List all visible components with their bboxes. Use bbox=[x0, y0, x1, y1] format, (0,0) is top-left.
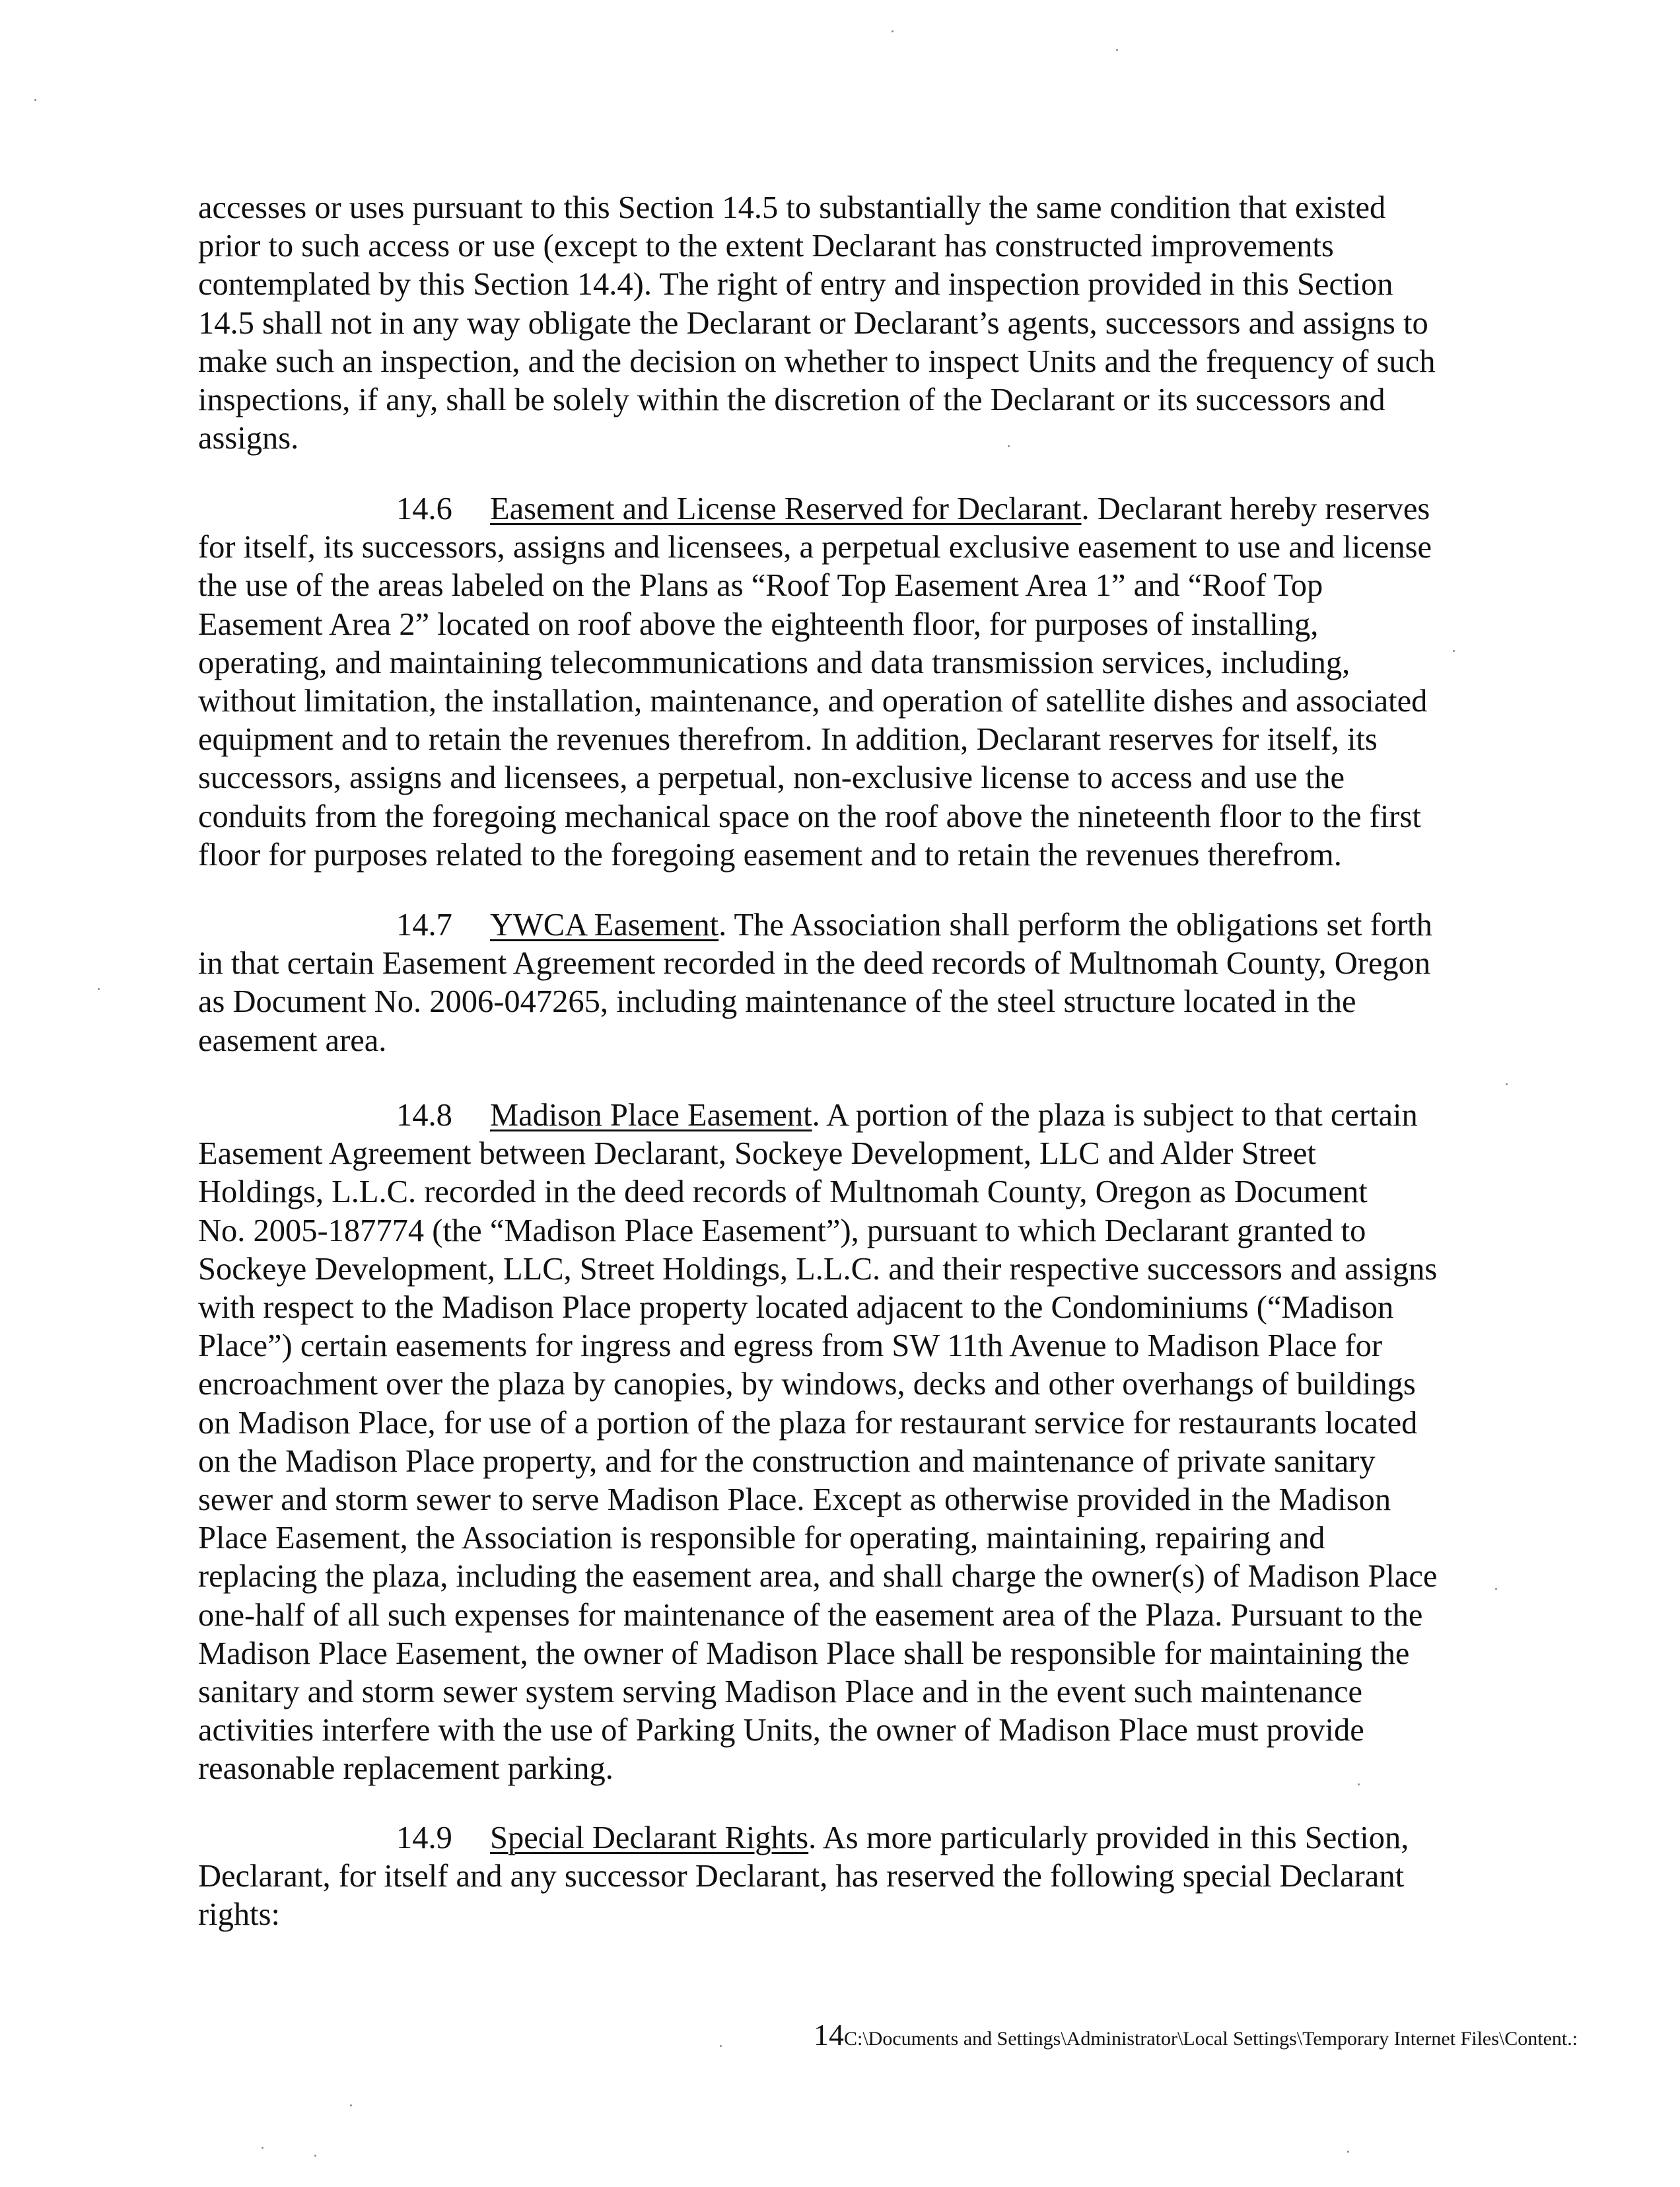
text-line: Easement Area 2” located on roof above the eighteenth floor, for purposes of installing, bbox=[198, 606, 1319, 642]
text-line: replacing the plaza, including the easement area, and shall charge the owner(s) of Madison Place bbox=[198, 1559, 1438, 1595]
text-line: conduits from the foregoing mechanical space on the roof above the nineteenth floor to the first bbox=[198, 799, 1421, 834]
page-footer bbox=[814, 2017, 1578, 2052]
scan-speck bbox=[1008, 445, 1010, 447]
text-line: on Madison Place, for use of a portion of the plaza for restaurant service for restaurants located bbox=[198, 1405, 1418, 1441]
text-line: without limitation, the installation, maintenance, and operation of satellite dishes and associated bbox=[198, 684, 1428, 719]
section-first-line-text: . Declarant hereby reserves bbox=[1081, 491, 1430, 526]
text-line: sewer and storm sewer to serve Madison Place. Except as otherwise provided in the Madison bbox=[198, 1482, 1391, 1518]
text-line: sanitary and storm sewer system serving Madison Place and in the event such maintenance bbox=[198, 1674, 1363, 1710]
text-line: for itself, its successors, assigns and licensees, a perpetual exclusive easement to use and license bbox=[198, 530, 1432, 565]
text-line: Place”) certain easements for ingress and egress from SW 11th Avenue to Madison Place for bbox=[198, 1328, 1383, 1364]
scan-speck bbox=[1347, 2151, 1349, 2153]
text-line: one-half of all such expenses for maintenance of the easement area of the Plaza. Pursuant to the bbox=[198, 1597, 1423, 1633]
file-path: C:\Documents and Settings\Administrator\Local Settings\Temporary Internet Files\Content.: bbox=[844, 2028, 1578, 2050]
section-14-7 bbox=[198, 906, 1479, 1060]
text-line: No. 2005-187774 (the “Madison Place Easement”), pursuant to which Declarant granted to bbox=[198, 1213, 1366, 1248]
scan-speck bbox=[1453, 650, 1455, 652]
scan-speck bbox=[262, 2147, 263, 2149]
section-number: 14.8 bbox=[396, 1098, 452, 1133]
text-line: contemplated by this Section 14.4). The right of entry and inspection provided in this Section bbox=[198, 267, 1393, 303]
scan-speck bbox=[314, 2155, 316, 2157]
scan-speck bbox=[1116, 49, 1118, 51]
text-line: prior to such access or use (except to the extent Declarant has constructed improvements bbox=[198, 229, 1334, 264]
text-line: floor for purposes related to the foregoing easement and to retain the revenues therefrom. bbox=[198, 837, 1342, 873]
text-line: Easement Agreement between Declarant, Sockeye Development, LLC and Alder Street bbox=[198, 1136, 1316, 1172]
section-number: 14.6 bbox=[396, 491, 452, 526]
text-line: activities interfere with the use of Parking Units, the owner of Madison Place must provide bbox=[198, 1713, 1364, 1748]
section-first-line bbox=[198, 490, 1479, 528]
text-line: accesses or uses pursuant to this Section 14.5 to substantially the same condition that existed bbox=[198, 190, 1386, 225]
section-first-line bbox=[198, 1096, 1479, 1135]
text-line: easement area. bbox=[198, 1022, 387, 1058]
text-line: Sockeye Development, LLC, Street Holdings, L.L.C. and their respective successors and assigns bbox=[198, 1251, 1438, 1287]
text-line: with respect to the Madison Place property located adjacent to the Condominiums (“Madison bbox=[198, 1290, 1394, 1326]
text-line: Declarant, for itself and any successor Declarant, has reserved the following special Declarant bbox=[198, 1859, 1405, 1894]
section-number: 14.9 bbox=[396, 1820, 452, 1855]
text-line: Place Easement, the Association is responsible for operating, maintaining, repairing and bbox=[198, 1521, 1325, 1556]
section-first-line bbox=[198, 1819, 1479, 1857]
section-heading: Easement and License Reserved for Declarant bbox=[490, 491, 1082, 526]
text-line: Holdings, L.L.C. recorded in the deed records of Multnomah County, Oregon as Document bbox=[198, 1174, 1368, 1210]
text-line: Madison Place Easement, the owner of Madison Place shall be responsible for maintaining the bbox=[198, 1635, 1410, 1671]
text-line: inspections, if any, shall be solely within the discretion of the Declarant or its successors and bbox=[198, 382, 1385, 418]
scan-speck bbox=[34, 99, 36, 101]
text-line: on the Madison Place property, and for the construction and maintenance of private sanitary bbox=[198, 1443, 1376, 1479]
scan-speck bbox=[720, 2045, 722, 2047]
text-line: successors, assigns and licensees, a perpetual, non-exclusive license to access and use the bbox=[198, 760, 1345, 796]
page-number: 14 bbox=[814, 2018, 844, 2052]
section-first-line-text: . A portion of the plaza is subject to that certain bbox=[812, 1098, 1418, 1133]
section-14-9 bbox=[198, 1819, 1479, 1935]
section-first-line bbox=[198, 906, 1479, 945]
text-line: 14.5 shall not in any way obligate the Declarant or Declarant’s agents, successors and assigns to bbox=[198, 305, 1428, 341]
scan-speck bbox=[1495, 1588, 1497, 1590]
section-first-line-text: . The Association shall perform the obligations set forth bbox=[718, 908, 1432, 943]
scan-speck bbox=[98, 988, 100, 990]
section-first-line-text: . As more particularly provided in this Section, bbox=[808, 1820, 1409, 1855]
text-line: reasonable replacement parking. bbox=[198, 1751, 613, 1787]
text-line: equipment and to retain the revenues therefrom. In addition, Declarant reserves for itself, its bbox=[198, 722, 1378, 758]
scan-speck bbox=[350, 2104, 352, 2106]
text-line: the use of the areas labeled on the Plans as “Roof Top Easement Area 1” and “Roof Top bbox=[198, 568, 1323, 604]
scan-speck bbox=[1358, 1783, 1360, 1785]
text-line: rights: bbox=[198, 1897, 280, 1933]
section-heading: Special Declarant Rights bbox=[490, 1820, 809, 1855]
scan-speck bbox=[892, 30, 893, 32]
text-line: make such an inspection, and the decision on whether to inspect Units and the frequency of such bbox=[198, 343, 1436, 379]
text-line: as Document No. 2006-047265, including maintenance of the steel structure located in the bbox=[198, 984, 1356, 1020]
section-14-8 bbox=[198, 1096, 1479, 1789]
section-heading: YWCA Easement bbox=[490, 908, 719, 943]
section-number: 14.7 bbox=[396, 908, 452, 943]
text-line: encroachment over the plaza by canopies, by windows, decks and other overhangs of buildings bbox=[198, 1367, 1416, 1402]
text-line: in that certain Easement Agreement recorded in the deed records of Multnomah County, Oregon bbox=[198, 946, 1431, 982]
section-heading: Madison Place Easement bbox=[490, 1098, 812, 1133]
text-line: operating, and maintaining telecommunications and data transmission services, including, bbox=[198, 645, 1350, 680]
section-14-6 bbox=[198, 490, 1479, 875]
scan-speck bbox=[1506, 1083, 1508, 1085]
paragraph-continuation bbox=[198, 189, 1479, 458]
text-line: assigns. bbox=[198, 421, 299, 456]
